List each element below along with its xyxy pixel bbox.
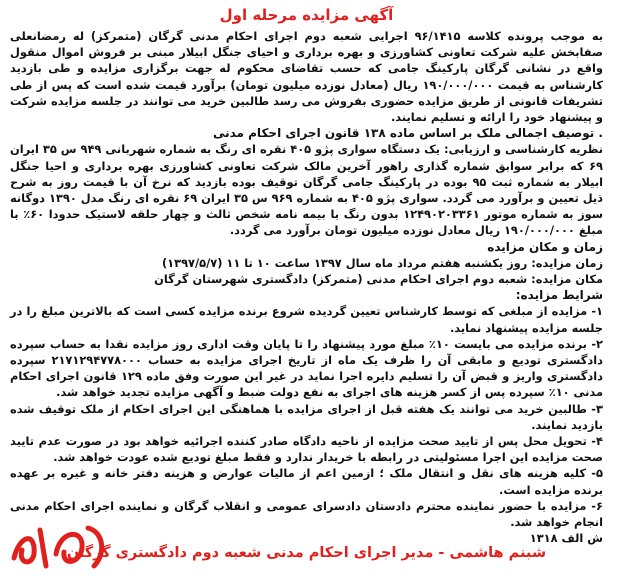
reference-code: ش الف ۱۳۱۸ [529,531,603,546]
time-place-heading: زمان و مکان مزایده [487,239,603,254]
conditions-heading: شرایط مزایده: [515,288,603,303]
description-paragraph: نظریه کارشناسی و ارزیابی: یک دستگاه سواری پژو ۴۰۵ نقره ای رنگ به شماره شهربانی ۹۴۹ س ۳۵ ایران ۶۹ که برابر سوابق شماره گذاری راهور آخرین مالک شرکت تعاونی کشاورزی بهره برداری و احیا جنگل ابیلار به شماره ثبت ۹۵ بوده در پارکینگ جامی گرگان توقیف بوده بازدید که نرخ آن با قیمت روز به شرح ذیل تعیین و برآورد می گردد. سواری پژو ۴۰۵ به شماره ۹۶۹ س ۳۵ ایران ۶۹ نقره ای رنگ مدل ۱۳۹۰ دوگانه سوز به شماره موتور ۱۲۴۹۰۲۰۳۳۶۱ بدون رنگ با بیمه نامه شخص ثالث و چهار حلقه لاستیک حدودا ۶۰٪ با مبلغ ۱۹۰/۰۰۰/۰۰۰ ریال معادل نوزده میلیون تومان برآورد می گردد. [10,142,604,238]
red-stamp-icon [6,514,112,574]
condition-4: ۴- تحویل محل پس از تایید صحت مزایده از ناحیه دادگاه صادر کننده اجرائیه خواهد بود در صورت عدم تایید صحت مزایده این اجرا مسئولیتی در رابطه با خریدار ندارد و فقط مبلغ تودیع شده عودت خواهد شد. [10,434,603,465]
condition-6: ۶- مزایده با حضور نماینده محترم دادستان دادسرای عمومی و انقلاب گرگان و نماینده اجرای احکام مدنی انجام خواهد شد. [10,498,603,530]
notice-title: آگهی مزایده مرحله اول [219,6,394,24]
intro-paragraph: به موجب پرونده کلاسه ۹۶/۱۴۱۵ اجرایی شعبه دوم اجرای احکام مدنی گرگان (متمرکز) له رمضانعلی صفابخش علیه شرکت تعاونی کشاورزی و بهره برداری و احیای جنگل ابیلار مبنی بر فروش اموال منقول واقع در نشانی گرگان پارکینگ جامی که حسب تقاضای محکوم له جهت برگزاری مزایده و طی بازدید کارشناس به قیمت ۱۹۰/۰۰۰/۰۰۰ ریال (معادل نوزده میلیون تومان) برآورد قیمت شده است که پس از طی تشریفات قانونی از طریق مزایده حضوری بفروش می رسد طالبین خرید می توانند در جلسه مزایده شرکت و پیشنهاد خود را ارائه و تسلیم نمایند. [10,29,604,125]
signature-line: شبنم هاشمی - مدیر اجرای احکام مدنی شعبه دوم دادگستری گرگان [66,545,547,561]
auction-time: زمان مزایده: روز یکشنبه هفتم مرداد ماه سال ۱۳۹۷ ساعت ۱۰ تا ۱۱ (۱۳۹۷/۵/۷) [161,255,603,270]
condition-3: ۳- طالبین خرید می توانند یک هفته قبل از اجرای مزایده با هماهنگی این اجرای احکام از ملک توقیف شده بازدید نمایند. [10,401,603,432]
condition-5: ۵- کلیه هزینه های نقل و انتقال ملک ؛ ازمین اعم از مالیات عوارض و هزینه دفتر خانه و غیره بر عهده برنده مزایده است. [10,466,603,497]
auction-place: مکان مزایده: شعبه دوم اجرای احکام مدنی (متمرکز) دادگستری شهرستان گرگان [154,272,603,287]
condition-2: ۲- برنده مزایده می بایست ۱۰٪ مبلغ مورد پیشنهاد را تا پایان وقت اداری روز مزایده نقدا به حساب سپرده دادگستری تودیع و مابقی آن را ظرف یک ماه از تاریخ اجرای مزایده به حساب ۲۱۷۱۲۹۴۷۷۸۰۰۰ سپرده دادگستری واریز و قبض آن را تسلیم دایره اجرا نماید در غیر این صورت وفق ماده ۱۲۹ قانون اجرای احکام مدنی ۱۰٪ سپرده پس از کسر هزینه های اجرای به نفع دولت ضبط و آگهی مزایده تجدید خواهد شد. [10,336,604,400]
condition-1: ۱- مزایده از مبلغی که توسط کارشناس تعیین گردیده شروع برنده مزایده کسی است که بالاترین مبلغ را در جلسه مزایده پیشنهاد نماید. [10,304,603,335]
description-heading: . توصیف اجمالی ملک بر اساس ماده ۱۳۸ قانون اجرای احکام مدنی [212,126,603,141]
